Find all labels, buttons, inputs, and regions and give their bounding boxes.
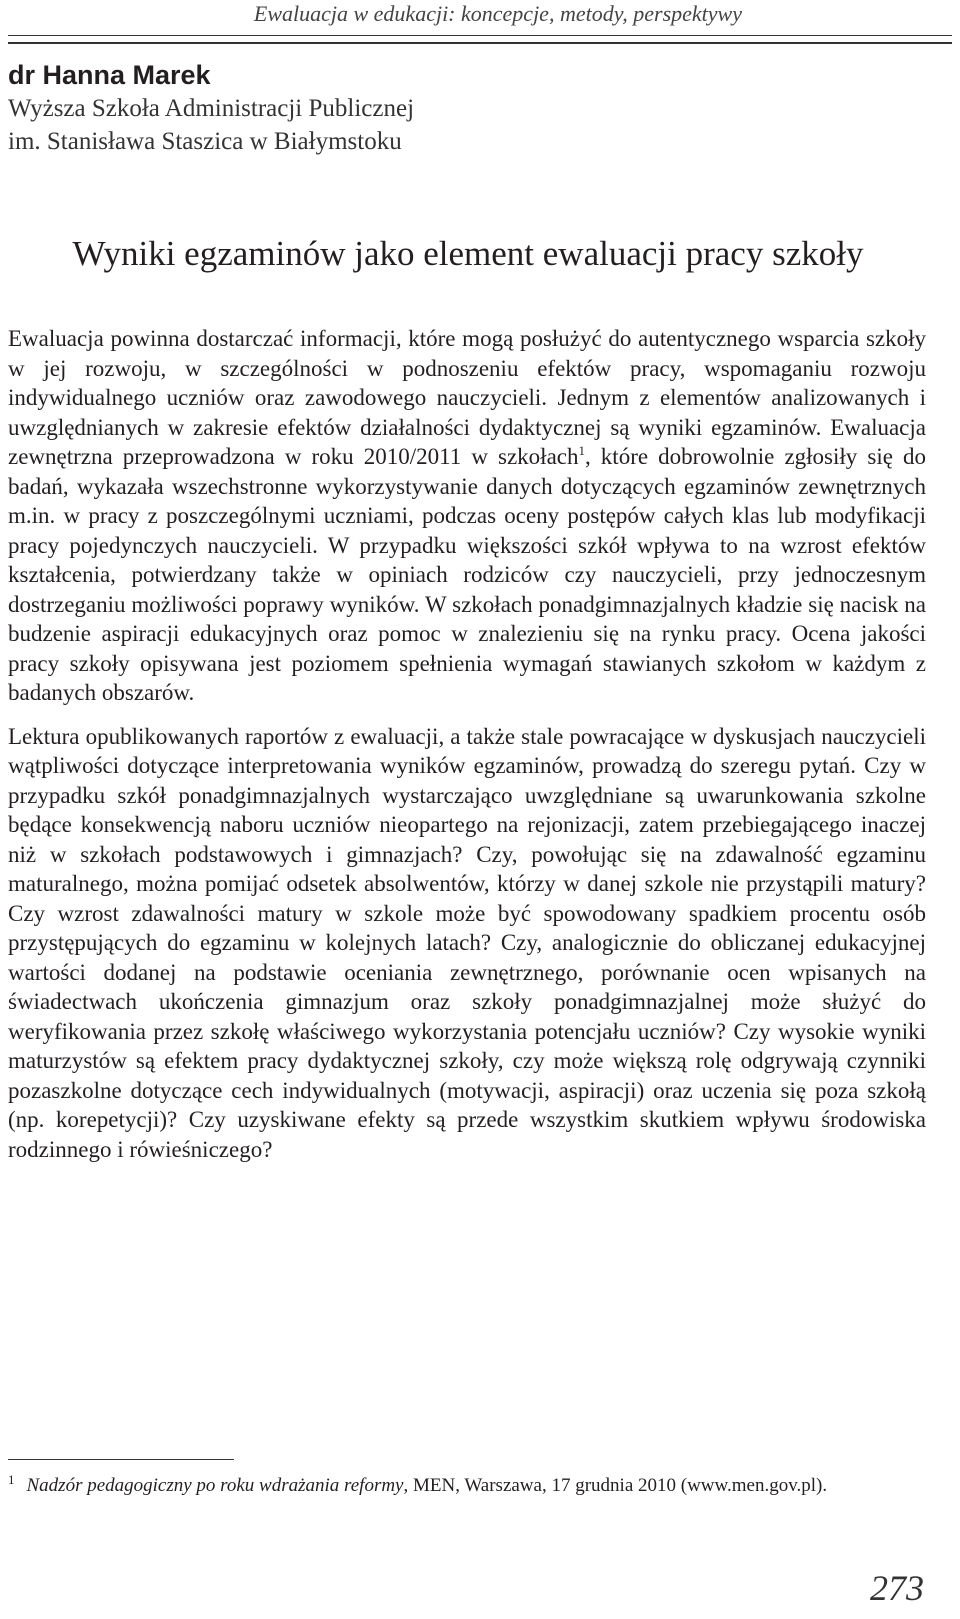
footnote-rule: [8, 1459, 234, 1460]
article-body: [8, 324, 926, 1178]
paragraph-2: Lektura opublikowanych raportów z ewaluacji, a także stale powracające w dyskusjach nauczycieli wątpliwości dotyczące interpretowania wyników egzaminów, prowadzą do szeregu pytań. Czy w przypadku szkół ponadgimnazjalnych wystarczająco uwzględniane są uwarunkowania szkolne będące konsekwencją naboru uczniów nieopartego na rejonizacji, zatem przebiegającego inaczej niż w szkołach podstawowych i gimnazjach? Czy, powołując się na zdawalność egzaminu maturalnego, można pomijać odsetek absolwentów, którzy w danej szkole nie przystąpili matury? Czy wzrost zdawalności matury w szkole może być spowodowany spadkiem procentu osób przystępujących do egzaminu w kolejnych latach? Czy, analogicznie do obliczanej edukacyjnej wartości dodanej na podstawie oceniania zewnętrznego, porównanie ocen wpisanych na świadectwach ukończenia gimnazjum oraz szkoły ponadgimnazjalnej może służyć do weryfikowania przez szkołę właściwego wykorzystania potencjału uczniów? Czy wysokie wyniki maturzystów są efektem pracy dydaktycznej szkoły, czy może większą rolę odgrywają czynniki pozaszkolne dotyczące cech indywidualnych (motywacji, aspiracji) oraz uczenia się poza szkołą (np. korepetycji)? Czy uzyskiwane efekty są przede wszystkim skutkiem wpływu środowiska rodzinnego i rówieśniczego?: [8, 723, 926, 1162]
author-name: dr Hanna Marek: [8, 60, 211, 90]
paragraph-1: [8, 324, 926, 708]
article-title: Wyniki egzaminów jako element ewaluacji pracy szkoły: [72, 234, 864, 273]
footnote-source-details: , MEN, Warszawa, 17 grudnia 2010 (www.men.gov.pl).: [403, 1475, 828, 1496]
footnote-mark: 1: [8, 1472, 15, 1487]
footnote-source-title: Nadzór pedagogiczny po roku wdrażania reformy: [26, 1475, 404, 1496]
footnote-reference[interactable]: 1: [578, 443, 585, 458]
author-block: [8, 58, 928, 158]
running-header: Ewaluacja w edukacji: koncepcje, metody, perspektywy: [253, 1, 742, 26]
affiliation-line-1: Wyższa Szkoła Administracji Publicznej: [8, 95, 415, 122]
page-number: 273: [870, 1568, 924, 1608]
paragraph-1-text-b: , które dobrowolnie zgłosiły się do badań, wykazała wszechstronne wykorzystywanie danych dotyczących egzaminów zewnętrznych m.in. w pracy z poszczególnymi uczniami, podczas oceny postępów całych klas lub modyfikacji pracy pojedynczych nauczycieli. W przypadku większości szkół wpływa to na wzrost efektów kształcenia, potwierdzany także w opiniach rodziców czy nauczycieli, przy jednoczesnym dostrzeganiu możliwości poprawy wyników. W szkołach ponadgimnazjalnych kładzie się nacisk na budzenie aspiracji edukacyjnych oraz pomoc w znalezieniu się na rynku pracy. Ocena jakości pracy szkoły opisywana jest poziomem spełnienia wymagań stawianych szkołom w każdym z badanych obszarów.: [8, 444, 926, 705]
paragraph-1-text-a: Ewaluacja powinna dostarczać informacji, które mogą posłużyć do autentycznego wsparcia szkoły w jej rozwoju, w szczególności w podnoszeniu efektów pracy, wspomaganiu rozwoju indywidualnego uczniów oraz zawodowego nauczycieli. Jednym z elementów analizowanych i uwzględnianych w zakresie efektów działalności dydaktycznej są wyniki egzaminów. Ewaluacja zewnętrzna przeprowadzona w roku 2010/2011 w szkołach: [8, 326, 926, 469]
footnote: [8, 1468, 938, 1498]
header-rule: [8, 35, 952, 44]
affiliation-line-2: im. Stanisława Staszica w Białymstoku: [8, 128, 402, 155]
